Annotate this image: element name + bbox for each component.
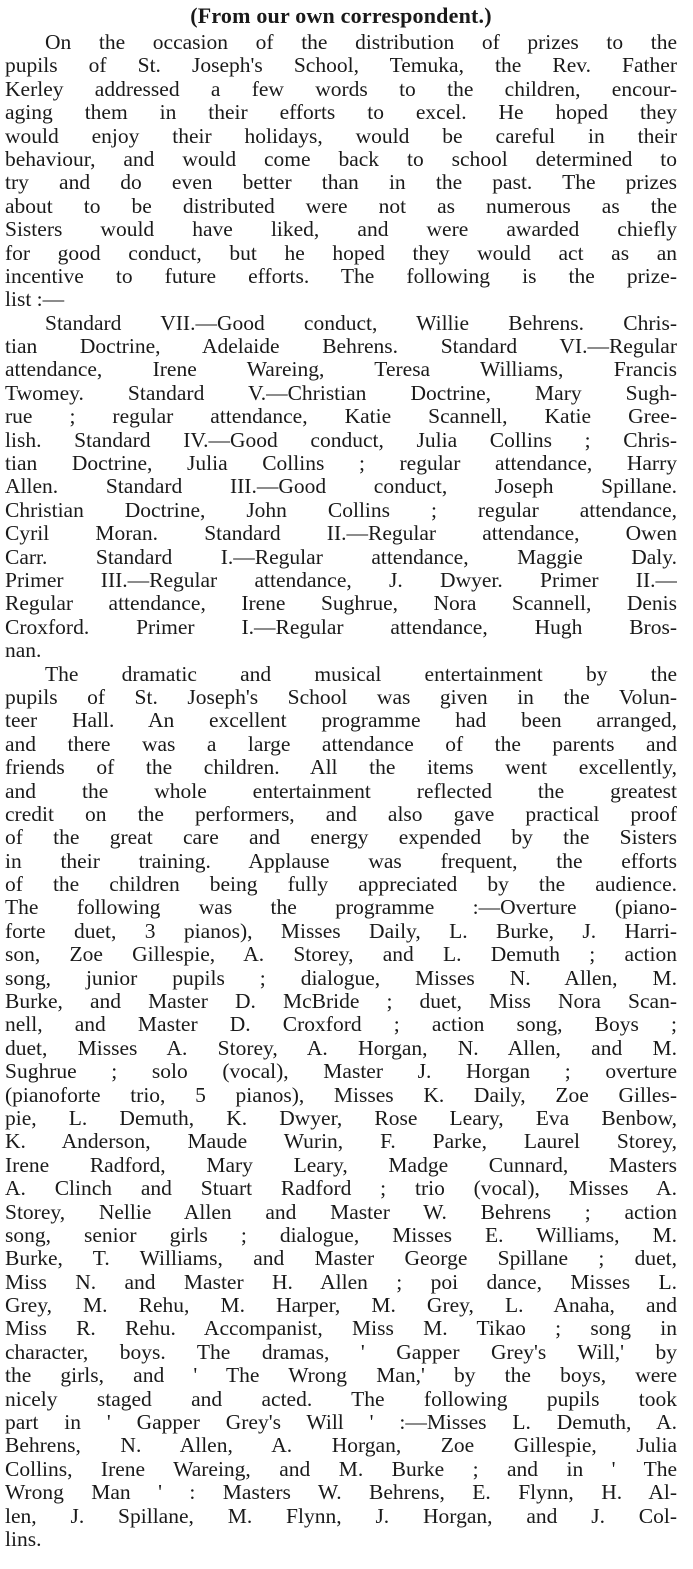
- text-line: of the children being fully appreciated by the audience.: [5, 873, 677, 897]
- text-line: would enjoy their holidays, would be careful in their: [5, 124, 677, 148]
- text-line: Christian Doctrine, John Collins ; regular attendance,: [5, 498, 677, 522]
- text-line: part in ' Gapper Grey's Will ' :—Misses L. Demuth, A.: [5, 1411, 677, 1435]
- text-line: and the whole entertainment reflected the greatest: [5, 779, 677, 803]
- text-line: Irene Radford, Mary Leary, Madge Cunnard, Masters: [5, 1153, 677, 1177]
- text-line: pupils of St. Joseph's School, Temuka, the Rev. Father: [5, 54, 677, 78]
- text-line: nell, and Master D. Croxford ; action song, Boys ;: [5, 1013, 677, 1037]
- text-line: Standard VII.—Good conduct, Willie Behrens. Chris-: [45, 311, 677, 335]
- text-line: A. Clinch and Stuart Radford ; trio (vocal), Misses A.: [5, 1177, 677, 1201]
- text-line: Regular attendance, Irene Sughrue, Nora Scannell, Denis: [5, 592, 677, 616]
- text-line: Storey, Nellie Allen and Master W. Behrens ; action: [5, 1200, 677, 1224]
- text-line: attendance, Irene Wareing, Teresa Williams, Francis: [5, 358, 677, 382]
- text-line: Wrong Man ' : Masters W. Behrens, E. Flynn, H. Al-: [5, 1481, 677, 1505]
- byline: (From our own correspondent.): [190, 3, 492, 28]
- text-line: lins.: [5, 1528, 42, 1551]
- text-line: in their training. Applause was frequent, the efforts: [5, 849, 677, 873]
- text-line: len, J. Spillane, M. Flynn, J. Horgan, and J. Col-: [5, 1504, 677, 1528]
- text-line: Carr. Standard I.—Regular attendance, Maggie Daly.: [5, 545, 677, 569]
- text-line: Croxford. Primer I.—Regular attendance, Hugh Bros-: [5, 615, 677, 639]
- newspaper-article: [5, 2, 677, 1567]
- text-line: tian Doctrine, Julia Collins ; regular attendance, Harry: [5, 452, 677, 476]
- text-line: (pianoforte trio, 5 pianos), Misses K. Daily, Zoe Gilles-: [5, 1083, 677, 1107]
- text-line: song, senior girls ; dialogue, Misses E. Williams, M.: [5, 1223, 677, 1247]
- text-line: forte duet, 3 pianos), Misses Daily, L. Burke, J. Harri-: [5, 919, 677, 943]
- text-line: Cyril Moran. Standard II.—Regular attendance, Owen: [5, 522, 677, 546]
- text-line: On the occasion of the distribution of prizes to the: [45, 31, 677, 54]
- text-line: Miss R. Rehu. Accompanist, Miss M. Tikao ; song in: [5, 1317, 677, 1341]
- text-line: pupils of St. Joseph's School was given in the Volun-: [5, 685, 677, 709]
- text-line: Behrens, N. Allen, A. Horgan, Zoe Gillespie, Julia: [5, 1434, 677, 1458]
- text-line: lish. Standard IV.—Good conduct, Julia Collins ; Chris-: [5, 428, 677, 452]
- text-line: duet, Misses A. Storey, A. Horgan, N. Allen, and M.: [5, 1036, 677, 1060]
- text-line: for good conduct, but he hoped they would act as an: [5, 241, 677, 265]
- text-line: Sughrue ; solo (vocal), Master J. Horgan ; overture: [5, 1060, 677, 1084]
- text-line: Primer III.—Regular attendance, J. Dwyer. Primer II.—: [5, 568, 677, 592]
- text-line: aging them in their efforts to excel. He hoped they: [5, 101, 677, 125]
- text-line: The dramatic and musical entertainment by the: [45, 662, 677, 686]
- text-line: K. Anderson, Maude Wurin, F. Parke, Laurel Storey,: [5, 1130, 677, 1154]
- text-line: character, boys. The dramas, ' Gapper Grey's Will,' by: [5, 1340, 677, 1364]
- text-line: friends of the children. All the items went excellently,: [5, 756, 677, 780]
- article-body: [5, 31, 677, 1551]
- text-line: teer Hall. An excellent programme had been arranged,: [5, 709, 677, 733]
- text-line: list :—: [5, 288, 65, 312]
- article-paragraph: [5, 663, 677, 1552]
- text-line: pie, L. Demuth, K. Dwyer, Rose Leary, Eva Benbow,: [5, 1106, 677, 1130]
- text-line: and there was a large attendance of the parents and: [5, 732, 677, 756]
- text-line: rue ; regular attendance, Katie Scannell, Katie Gree-: [5, 405, 677, 429]
- text-line: Collins, Irene Wareing, and M. Burke ; and in ' The: [5, 1457, 677, 1481]
- article-paragraph: [5, 312, 677, 663]
- text-line: about to be distributed were not as numerous as the: [5, 194, 677, 218]
- text-line: try and do even better than in the past. The prizes: [5, 171, 677, 195]
- text-line: behaviour, and would come back to school determined to: [5, 147, 677, 171]
- text-line: Kerley addressed a few words to the children, encour-: [5, 77, 677, 101]
- text-line: Miss N. and Master H. Allen ; poi dance, Misses L.: [5, 1270, 677, 1294]
- text-line: tian Doctrine, Adelaide Behrens. Standard VI.—Regular: [5, 335, 677, 359]
- text-line: Sisters would have liked, and were awarded chiefly: [5, 218, 677, 242]
- text-line: Burke, and Master D. McBride ; duet, Miss Nora Scan-: [5, 990, 677, 1014]
- text-line: of the great care and energy expended by the Sisters: [5, 826, 677, 850]
- text-line: the girls, and ' The Wrong Man,' by the boys, were: [5, 1364, 677, 1388]
- text-line: The following was the programme :—Overture (piano-: [5, 896, 677, 920]
- text-line: nan.: [5, 639, 42, 663]
- text-line: Burke, T. Williams, and Master George Spillane ; duet,: [5, 1247, 677, 1271]
- article-paragraph: [5, 31, 677, 312]
- text-line: Twomey. Standard V.—Christian Doctrine, Mary Sugh-: [5, 381, 677, 405]
- text-line: Grey, M. Rehu, M. Harper, M. Grey, L. Anaha, and: [5, 1294, 677, 1318]
- text-line: nicely staged and acted. The following pupils took: [5, 1387, 677, 1411]
- text-line: song, junior pupils ; dialogue, Misses N. Allen, M.: [5, 966, 677, 990]
- text-line: son, Zoe Gillespie, A. Storey, and L. Demuth ; action: [5, 943, 677, 967]
- text-line: credit on the performers, and also gave practical proof: [5, 802, 677, 826]
- text-line: Allen. Standard III.—Good conduct, Joseph Spillane.: [5, 475, 677, 499]
- text-line: incentive to future efforts. The following is the prize-: [5, 264, 677, 288]
